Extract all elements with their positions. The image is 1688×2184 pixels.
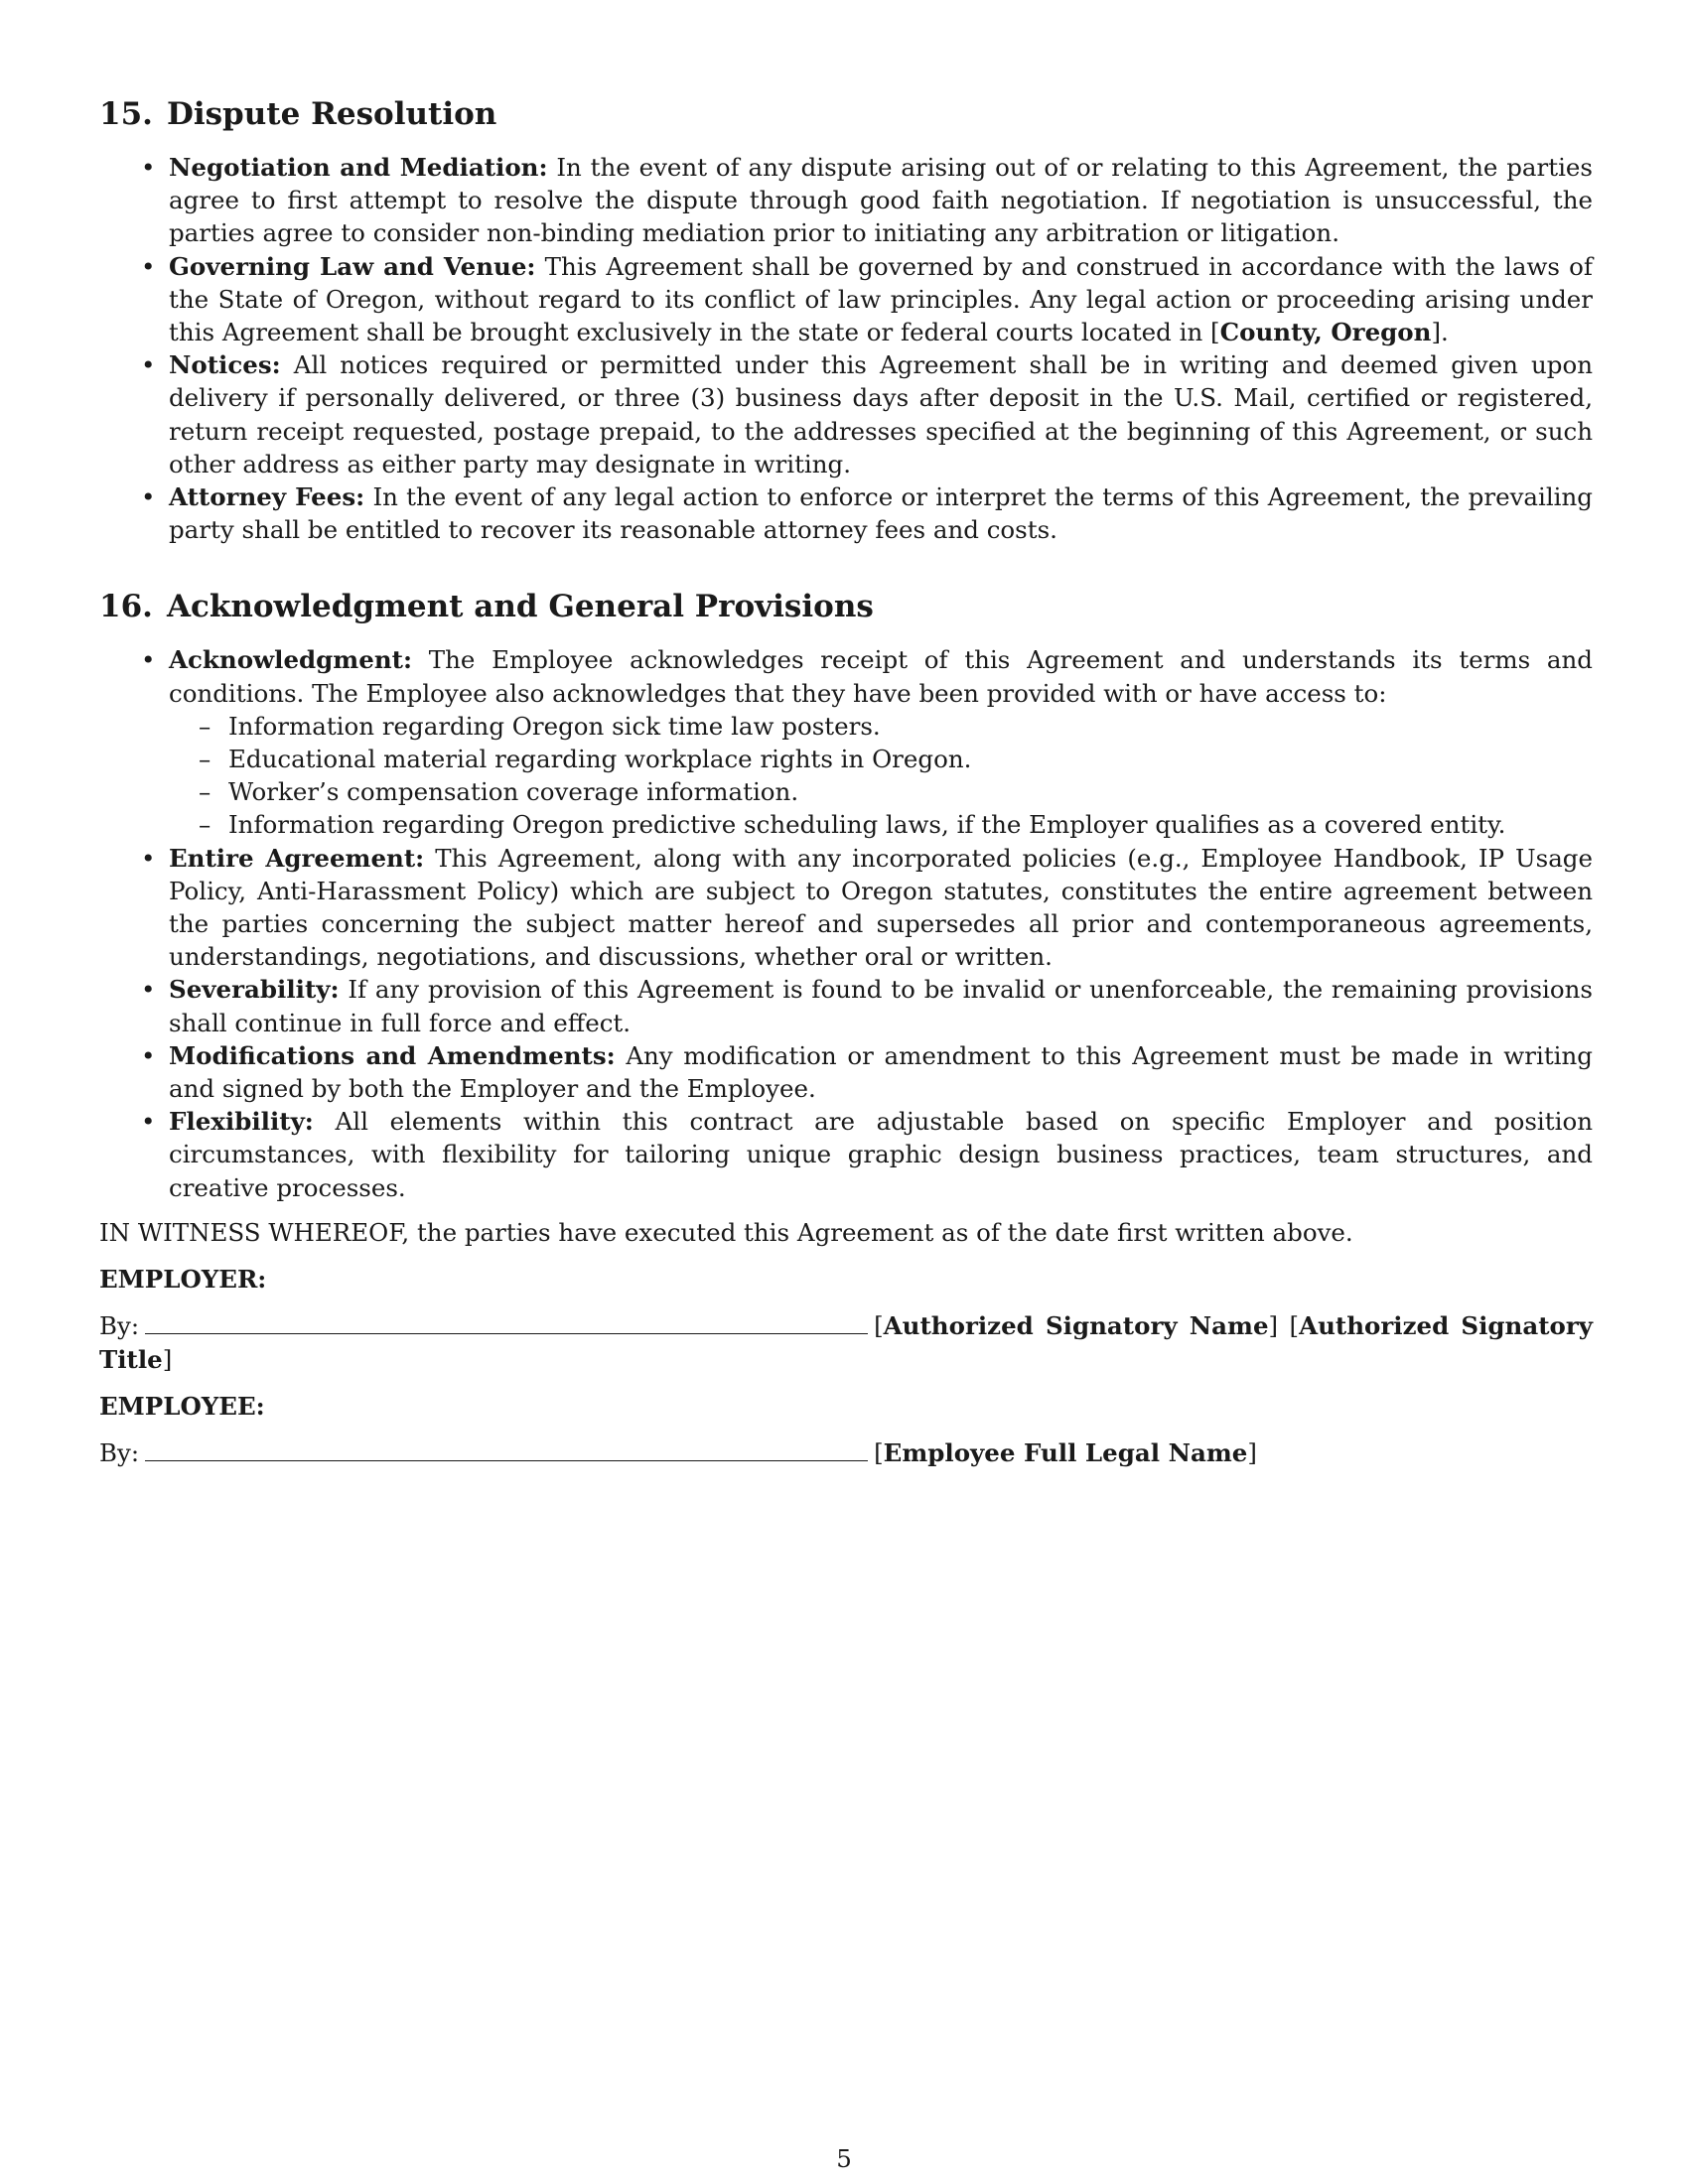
employee-by-label: By: xyxy=(99,1437,140,1467)
section-16-heading xyxy=(99,584,1593,629)
list-item xyxy=(99,643,1593,841)
employer-by-label: By: xyxy=(99,1311,140,1341)
item-label: Acknowledgment: xyxy=(169,645,412,675)
document-page xyxy=(99,91,1593,1469)
list-item xyxy=(99,1039,1593,1105)
list-item xyxy=(99,842,1593,974)
item-label: Attorney Fees: xyxy=(169,482,365,512)
sub-list-item: – Educational material regarding workplace rights in Oregon. xyxy=(169,743,1593,775)
witness-statement: IN WITNESS WHEREOF, the parties have executed this Agreement as of the date first written above. xyxy=(99,1217,1353,1247)
item-text: All elements within this contract are adjustable based on specific Employer and position circumstances, with flexibility for tailoring unique graphic design business practices, team structures, and creative processes. xyxy=(169,1107,1593,1202)
list-item xyxy=(99,250,1593,349)
list-item xyxy=(99,348,1593,480)
employee-signature-line: By: [Employee Full Legal Name] xyxy=(99,1437,1257,1467)
item-label: Entire Agreement: xyxy=(169,843,425,873)
section-15-title: Dispute Resolution xyxy=(166,96,497,132)
item-label: Modifications and Amendments: xyxy=(169,1040,616,1070)
employee-heading: EMPLOYEE: xyxy=(99,1391,265,1421)
list-item xyxy=(99,973,1593,1038)
item-label: Negotiation and Mediation: xyxy=(169,153,548,182)
section-16-list xyxy=(99,643,1593,1203)
item-label: Severability: xyxy=(169,975,340,1005)
section-16-title: Acknowledgment and General Provisions xyxy=(166,589,874,625)
list-item xyxy=(99,480,1593,546)
acknowledgment-sublist xyxy=(169,710,1593,842)
item-label: Flexibility: xyxy=(169,1107,314,1137)
section-15-number: 15. xyxy=(99,96,153,132)
item-text: Any modification or amendment to this Agreement must be made in writing and signed by both the Employer and the Employee. xyxy=(169,1040,1593,1104)
employer-signature-line: By: [Authorized Signatory Name] [Authorized Signatory Title] xyxy=(99,1311,1593,1374)
item-text-end: ]. xyxy=(1431,318,1449,347)
item-label: Governing Law and Venue: xyxy=(169,251,536,281)
list-item xyxy=(99,151,1593,250)
item-text: This Agreement, along with any incorporated policies (e.g., Employee Handbook, IP Usage Policy, Anti-Harassment Policy) which are subject to Oregon statutes, constitutes the entire agreement between the parties concerning the subject matter hereof and supersedes all prior and contemporaneous agreements, understandings, negotiations, and discussions, whether oral or written. xyxy=(169,843,1593,972)
employee-signature-field[interactable] xyxy=(145,1438,868,1461)
item-text: This Agreement shall be governed by and construed in accordance with the laws of the State of Oregon, without regard to its conflict of law principles. Any legal action or proceeding arising under this Agreement shall be brought exclusively in the state or federal courts located in [ xyxy=(169,251,1594,347)
list-item xyxy=(99,1105,1593,1204)
employee-name-placeholder: Employee Full Legal Name xyxy=(883,1437,1248,1467)
employer-name-placeholder: Authorized Signatory Name xyxy=(883,1311,1269,1341)
sub-list-item: – Information regarding Oregon predictive scheduling laws, if the Employer qualifies as a covered entity. xyxy=(169,808,1593,841)
item-text: In the event of any legal action to enforce or interpret the terms of this Agreement, the prevailing party shall be entitled to recover its reasonable attorney fees and costs. xyxy=(169,482,1593,545)
page-number: 5 xyxy=(836,2144,852,2173)
sub-list-item: – Worker’s compensation coverage information. xyxy=(169,775,1593,808)
county-placeholder: County, Oregon xyxy=(1219,318,1432,347)
item-label: Notices: xyxy=(169,350,281,380)
section-15-heading xyxy=(99,91,1593,137)
employer-title-placeholder: Authorized Signatory Title xyxy=(99,1311,1593,1374)
item-text: In the event of any dispute arising out of or relating to this Agreement, the parties agree to first attempt to resolve the dispute through good faith negotiation. If negotiation is unsuccessful, the parties agree to consider non-binding mediation prior to initiating any arbitration or litigation. xyxy=(169,153,1593,248)
item-text: If any provision of this Agreement is found to be invalid or unenforceable, the remaining provisions shall continue in full force and effect. xyxy=(169,975,1593,1037)
item-text: All notices required or permitted under this Agreement shall be in writing and deemed given upon delivery if personally delivered, or three (3) business days after deposit in the U.S. Mail, certified or registered, return receipt requested, postage prepaid, to the addresses specified at the beginning of this Agreement, or such other address as either party may designate in writing. xyxy=(169,350,1593,478)
sub-list-item: – Information regarding Oregon sick time law posters. xyxy=(169,710,1593,743)
item-text: The Employee acknowledges receipt of this Agreement and understands its terms and conditions. The Employee also acknowledges that they have been provided with or have access to: xyxy=(169,645,1593,708)
section-15-list xyxy=(99,151,1593,546)
employer-heading: EMPLOYER: xyxy=(99,1265,267,1295)
employer-signature-field[interactable] xyxy=(145,1311,868,1334)
section-16-number: 16. xyxy=(99,589,153,625)
